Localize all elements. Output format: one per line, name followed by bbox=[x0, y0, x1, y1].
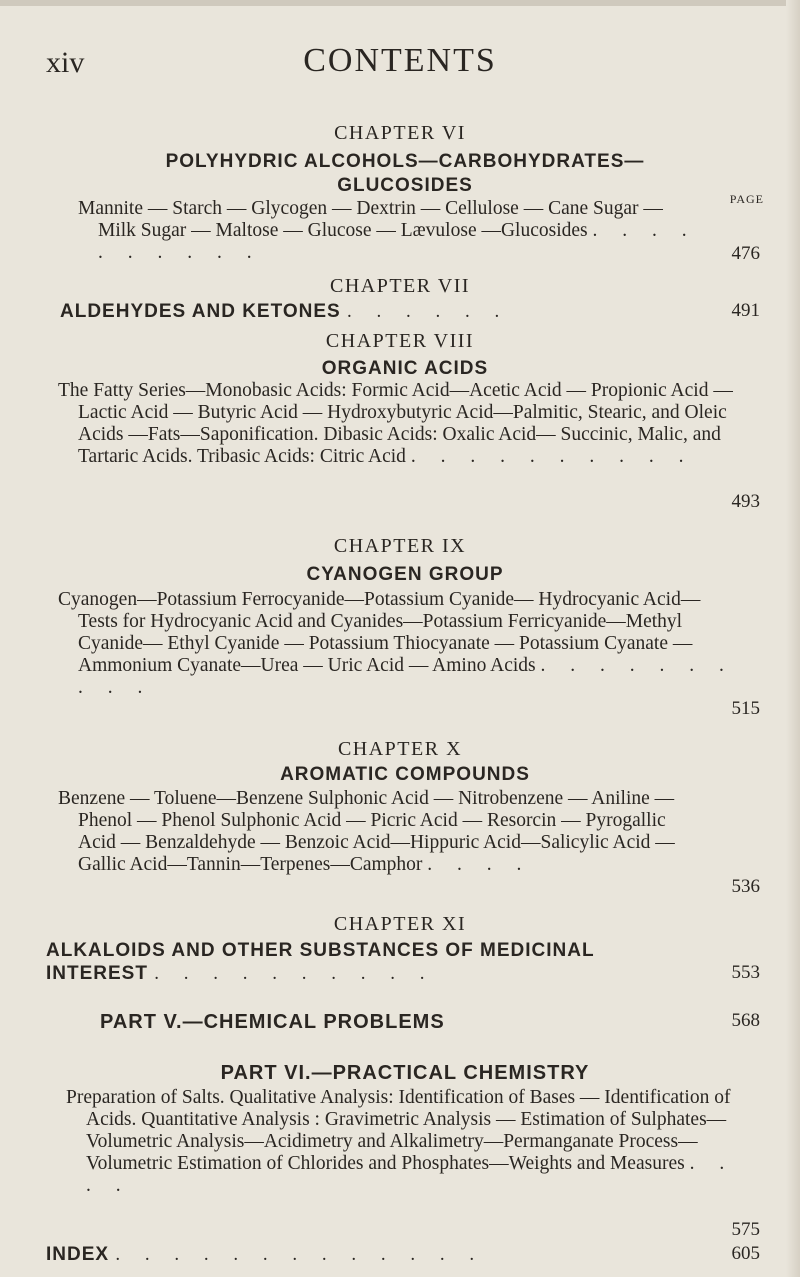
index-page: 605 bbox=[731, 1243, 760, 1264]
chapter-viii-text: The Fatty Series—Monobasic Acids: Formic Acid—Acetic Acid — Propionic Acid — Lactic Acid — Butyric Acid — Hydroxybutyric Acid—Palmitic, Stearic, and Oleic Acids —Fats—Saponification. Dibasic Acids: Oxalic Acid— Succinic, Malic, and Tartaric Acids. Tribasic Acids: Citric Acid bbox=[58, 380, 733, 467]
chapter-ix-text: Cyanogen—Potassium Ferrocyanide—Potassium Cyanide— Hydrocyanic Acid—Tests for Hydrocyanic Acid and Cyanides—Potassium Ferricyanide—Methyl Cyanide— Ethyl Cyanide — Potassium Thiocyanate — Potassium Cyanate — Ammonium Cyanate—Urea — Uric Acid — Amino Acids bbox=[58, 589, 701, 676]
chapter-xi-page: 553 bbox=[731, 962, 760, 983]
part-v-page: 568 bbox=[731, 1010, 760, 1031]
page-top-edge bbox=[0, 0, 800, 6]
chapter-xi-title-line1: ALKALOIDS AND OTHER SUBSTANCES OF MEDICINAL bbox=[46, 940, 595, 961]
part-vi-title: PART VI.—PRACTICAL CHEMISTRY bbox=[220, 1062, 590, 1084]
chapter-vi-page: 476 bbox=[731, 243, 760, 264]
chapter-viii-label: CHAPTER VIII bbox=[325, 330, 475, 352]
part-vi-page: 575 bbox=[731, 1219, 760, 1240]
chapter-vi-label: CHAPTER VI bbox=[334, 122, 466, 144]
chapter-viii-page: 493 bbox=[731, 491, 760, 512]
chapter-x-title: AROMATIC COMPOUNDS bbox=[280, 764, 530, 785]
folio: xiv bbox=[46, 46, 85, 79]
page-title: CONTENTS bbox=[303, 42, 497, 79]
chapter-xi-label: CHAPTER XI bbox=[333, 913, 467, 935]
part-vi-contents: Preparation of Salts. Qualitative Analysis: Identification of Bases — Identification of Acids. Quantitative Analysis : Gravimetric Analysis — Estimation of Sulphates—Volumetric Analysis—Acidimetry and Alkalimetry—Permanganate Process—Volumetric Estimation of Chlorides and Phosphates—Weights and Measures . . . . bbox=[66, 1087, 735, 1196]
running-head bbox=[0, 42, 800, 92]
chapter-vi-contents: Mannite — Starch — Glycogen — Dextrin — Cellulose — Cane Sugar — Milk Sugar — Maltose — Glucose — Lævulose —Glucosides . . . . . . . . . . bbox=[78, 198, 697, 263]
chapter-vii-page: 491 bbox=[731, 300, 760, 321]
chapter-ix-title: CYANOGEN GROUP bbox=[306, 564, 504, 585]
chapter-ix-page: 515 bbox=[731, 698, 760, 719]
chapter-xi-title-line2: INTEREST bbox=[46, 963, 148, 984]
index-row: INDEX . . . . . . . . . . . . . bbox=[46, 1244, 485, 1265]
index-title: INDEX bbox=[46, 1244, 110, 1265]
part-v-title: PART V.—CHEMICAL PROBLEMS bbox=[100, 1011, 445, 1033]
chapter-viii-title: ORGANIC ACIDS bbox=[321, 358, 489, 379]
chapter-x-page: 536 bbox=[731, 876, 760, 897]
chapter-x-label: CHAPTER X bbox=[337, 738, 463, 760]
chapter-viii-contents: The Fatty Series—Monobasic Acids: Formic Acid—Acetic Acid — Propionic Acid — Lactic Acid — Butyric Acid — Hydroxybutyric Acid—Palmitic, Stearic, and Oleic Acids —Fats—Saponification. Dibasic Acids: Oxalic Acid— Succinic, Malic, and Tartaric Acids. Tribasic Acids: Citric Acid . . . . . . . . . . bbox=[58, 380, 733, 467]
chapter-ix-label: CHAPTER IX bbox=[333, 535, 467, 557]
chapter-xi-title-row: INTEREST . . . . . . . . . . bbox=[46, 963, 435, 984]
chapter-x-contents: Benzene — Toluene—Benzene Sulphonic Acid — Nitrobenzene — Aniline — Phenol — Phenol Sulphonic Acid — Picric Acid — Resorcin — Pyrogallic Acid — Benzaldehyde — Benzoic Acid—Hippuric Acid—Salicylic Acid — Gallic Acid—Tannin—Terpenes—Camphor . . . . bbox=[58, 788, 675, 875]
chapter-vi-title-line2: GLUCOSIDES bbox=[337, 175, 473, 196]
chapter-x-text: Benzene — Toluene—Benzene Sulphonic Acid — Nitrobenzene — Aniline — Phenol — Phenol Sulphonic Acid — Picric Acid — Resorcin — Pyrogallic Acid — Benzaldehyde — Benzoic Acid—Hippuric Acid—Salicylic Acid — Gallic Acid—Tannin—Terpenes—Camphor bbox=[58, 788, 675, 875]
chapter-vi-text: Mannite — Starch — Glycogen — Dextrin — Cellulose — Cane Sugar — Milk Sugar — Maltose — Glucose — Lævulose —Glucosides bbox=[78, 198, 663, 241]
chapter-vii-label: CHAPTER VII bbox=[329, 275, 471, 297]
chapter-ix-contents: Cyanogen—Potassium Ferrocyanide—Potassium Cyanide— Hydrocyanic Acid—Tests for Hydrocyanic Acid and Cyanides—Potassium Ferricyanide—Methyl Cyanide— Ethyl Cyanide — Potassium Thiocyanate — Potassium Cyanate — Ammonium Cyanate—Urea — Uric Acid — Amino Acids . . . . . . . . . . bbox=[58, 589, 734, 698]
chapter-vi-title-line1: POLYHYDRIC ALCOHOLS—CARBOHYDRATES— bbox=[165, 151, 645, 172]
chapter-vii-title-row: ALDEHYDES AND KETONES . . . . . . bbox=[60, 301, 510, 322]
part-vi-text: Preparation of Salts. Qualitative Analysis: Identification of Bases — Identification of Acids. Quantitative Analysis : Gravimetric Analysis — Estimation of Sulphates—Volumetric Analysis—Acidimetry and Alkalimetry—Permanganate Process—Volumetric Estimation of Chlorides and Phosphates—Weights and Measures bbox=[66, 1087, 731, 1174]
chapter-vii-title: ALDEHYDES AND KETONES bbox=[60, 301, 341, 322]
page-column-label: PAGE bbox=[729, 192, 764, 206]
page-right-edge bbox=[786, 0, 800, 1277]
